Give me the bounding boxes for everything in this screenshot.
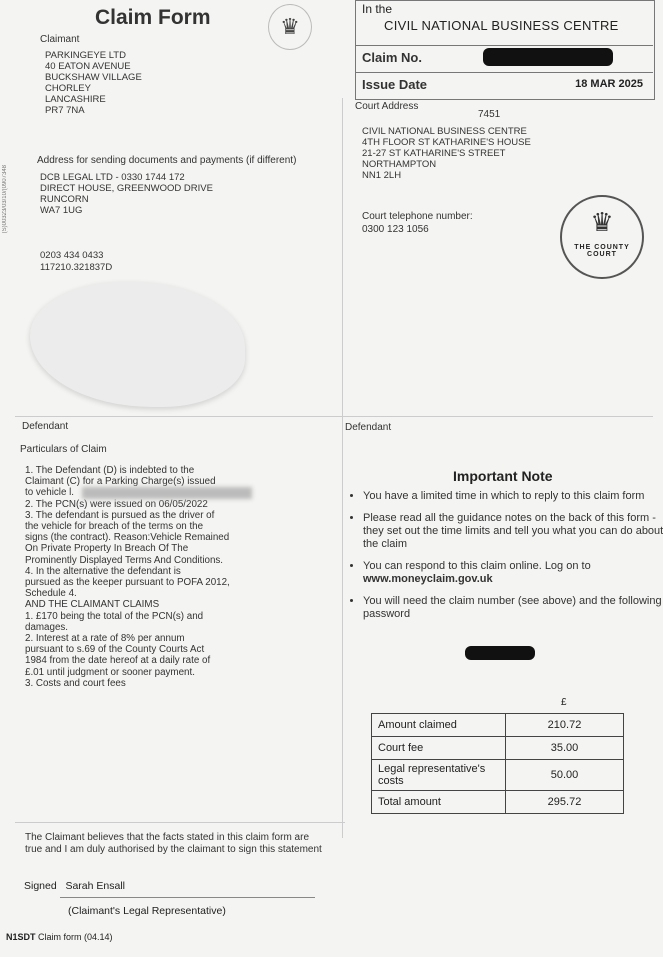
particulars-text: 1. The Defendant (D) is indebted to the Claimant (C) for a Parking Charge(s) issued to vehicle l. 2. The PCN(s) were issued on 06/05/2022 3. The defendant is pursued as the driver of the vehicle for breach of the terms on the signs (the contract). Reason:Vehicle Remained On Private Property In Breach Of The Prominently Displayed Terms And Conditions. 4. In the alternative the defendant is pursued as the keeper pursuant to POFA 2012, Schedule 4. AND THE CLAIMANT CLAIMS 1. £170 being the total of the PCN(s) and damages. 2. Interest at a rate of 8% per annum pursuant to s.69 of the County Courts Act 1984 from the date hereof at a daily rate of £.01 until judgment or sooner payment. 3. Costs and court fees bbox=[25, 465, 230, 689]
particulars-label: Particulars of Claim bbox=[20, 444, 107, 455]
signed-label: Signed bbox=[24, 880, 57, 892]
royal-crest-icon: ♛ bbox=[268, 4, 312, 50]
documents-reference: 117210.321837D bbox=[40, 262, 113, 273]
column-divider bbox=[342, 98, 343, 838]
claim-no-redaction bbox=[483, 48, 613, 66]
note-3-text: You can respond to this claim online. Log on to bbox=[363, 560, 591, 572]
issue-date-value: 18 MAR 2025 bbox=[575, 78, 643, 90]
amounts-table bbox=[371, 713, 624, 814]
currency-symbol: £ bbox=[561, 697, 567, 708]
form-version: Claim form (04.14) bbox=[38, 932, 113, 942]
statement-divider bbox=[15, 822, 345, 823]
issue-date-label: Issue Date bbox=[362, 77, 428, 92]
amount-label: Total amount bbox=[372, 791, 506, 814]
moneyclaim-link[interactable]: www.moneyclaim.gov.uk bbox=[363, 573, 493, 585]
claimant-address: PARKINGEYE LTD 40 EATON AVENUE BUCKSHAW VILLAGE CHORLEY LANCASHIRE PR7 7NA bbox=[45, 50, 142, 116]
defendant-label-right: Defendant bbox=[345, 422, 392, 433]
in-the-label: In the bbox=[362, 2, 393, 16]
table-row bbox=[372, 760, 624, 791]
court-address-label: Court Address bbox=[355, 101, 419, 112]
signature-line bbox=[60, 897, 315, 898]
amount-value: 295.72 bbox=[506, 791, 624, 814]
note-4-text: You will need the claim number (see above) and the following password bbox=[363, 595, 662, 620]
form-title: Claim Form bbox=[95, 6, 211, 29]
amount-label: Legal representative's costs bbox=[372, 760, 506, 791]
seal-text: THE COUNTY COURT bbox=[574, 244, 630, 258]
amount-value: 50.00 bbox=[506, 760, 624, 791]
table-row bbox=[372, 737, 624, 760]
vehicle-redaction bbox=[82, 487, 252, 499]
signatory-role: (Claimant's Legal Representative) bbox=[68, 905, 226, 917]
amount-value: 35.00 bbox=[506, 737, 624, 760]
note-2: • Please read all the guidance notes on the back of this form - they set out the time limits and tell you what you can do about the claim bbox=[363, 512, 663, 551]
password-redaction bbox=[465, 646, 535, 660]
table-row bbox=[372, 791, 624, 814]
county-court-seal bbox=[560, 195, 644, 279]
important-notes-list bbox=[345, 490, 663, 630]
issue-date-row bbox=[355, 72, 653, 97]
statement-of-truth: The Claimant believes that the facts stated in this claim form are true and I am duly authorised by the claimant to sign this statement bbox=[25, 832, 322, 855]
court-code: 7451 bbox=[478, 109, 501, 120]
court-address: CIVIL NATIONAL BUSINESS CENTRE 4TH FLOOR ST KATHARINE'S HOUSE 21-27 ST KATHARINE'S STREET NORTHAMPTON NN1 2LH bbox=[362, 126, 531, 181]
note-3 bbox=[363, 560, 663, 586]
signed-line bbox=[24, 880, 125, 892]
form-footer bbox=[6, 932, 113, 942]
defendant-label-left: Defendant bbox=[22, 421, 69, 432]
amount-label: Court fee bbox=[372, 737, 506, 760]
claim-no-label: Claim No. bbox=[362, 50, 422, 65]
documents-label: Address for sending documents and payments (if different) bbox=[37, 155, 297, 166]
crown-icon: ♛ bbox=[590, 207, 614, 237]
documents-phone: 0203 434 0433 bbox=[40, 250, 104, 261]
court-telephone-label: Court telephone number: bbox=[362, 211, 473, 222]
defendant-divider bbox=[15, 416, 653, 417]
amount-value: 210.72 bbox=[506, 714, 624, 737]
note-1: • You have a limited time in which to reply to this claim form bbox=[363, 490, 663, 503]
torn-paper-patch bbox=[30, 282, 245, 407]
amount-label: Amount claimed bbox=[372, 714, 506, 737]
court-name: CIVIL NATIONAL BUSINESS CENTRE bbox=[384, 18, 619, 33]
important-note-title: Important Note bbox=[453, 468, 553, 484]
note-4 bbox=[363, 595, 663, 621]
side-code: (S)00323/03/10/(0907348 bbox=[2, 165, 8, 234]
signatory-name: Sarah Ensall bbox=[65, 880, 126, 892]
court-telephone: 0300 123 1056 bbox=[362, 224, 429, 235]
form-code: N1SDT bbox=[6, 932, 36, 942]
claim-no-row bbox=[355, 45, 653, 70]
table-row bbox=[372, 714, 624, 737]
documents-address: DCB LEGAL LTD - 0330 1744 172 DIRECT HOUSE, GREENWOOD DRIVE RUNCORN WA7 1UG bbox=[40, 172, 213, 216]
claimant-label: Claimant bbox=[40, 34, 80, 45]
